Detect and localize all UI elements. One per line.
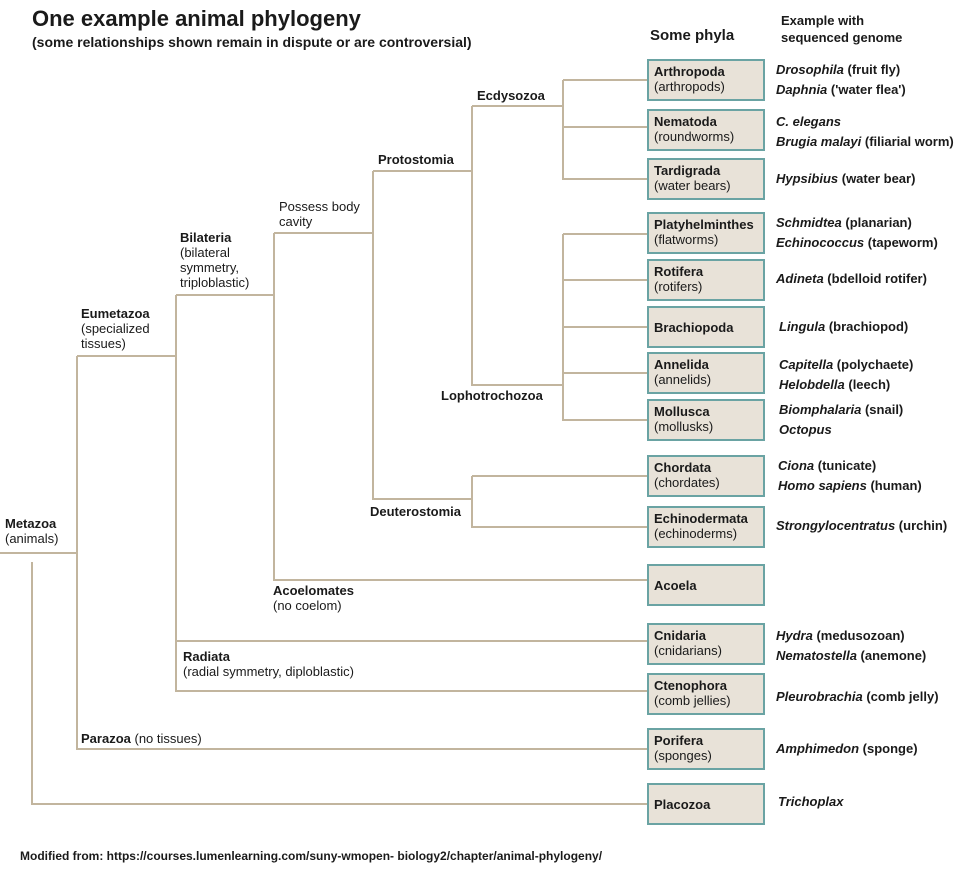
phylum-name: Rotifera xyxy=(654,264,704,279)
clade-eumetazoa-desc2: tissues) xyxy=(81,336,126,351)
clade-metazoa-name: Metazoa xyxy=(5,516,57,531)
genus-name: Hydra xyxy=(776,628,813,643)
phylum-box-chordata xyxy=(647,455,765,497)
clade-ecdysozoa xyxy=(477,88,545,103)
example-header-line1: Example with xyxy=(781,13,865,28)
common-note: (tunicate) xyxy=(814,458,877,473)
phylum-box-echinodermata xyxy=(647,506,765,548)
genus-name: Adineta xyxy=(776,271,824,286)
genus-name: Brugia malayi xyxy=(776,134,862,149)
source-credit: Modified from: https://courses.lumenlearning.com/suny-wmopen- biology2/chapter/animal-phylogeny/ xyxy=(20,849,603,863)
phylum-common-name: (annelids) xyxy=(654,372,712,387)
clade-bilateria-name: Bilateria xyxy=(180,230,232,245)
genus-name: Echinococcus xyxy=(776,235,865,250)
genus-name: Lingula xyxy=(779,319,826,334)
clade-lophotrochozoa xyxy=(441,388,543,403)
phylum-box-nematoda xyxy=(647,109,765,151)
clade-metazoa xyxy=(5,516,58,546)
common-note: (bdelloid rotifer) xyxy=(823,271,927,286)
common-note: (leech) xyxy=(844,377,891,392)
common-note: (planarian) xyxy=(841,215,912,230)
genus-name: Octopus xyxy=(779,422,832,437)
page-title: One example animal phylogeny xyxy=(32,6,361,31)
clade-radiata-desc: (radial symmetry, diploblastic) xyxy=(183,664,354,679)
phylum-name: Brachiopoda xyxy=(654,319,734,335)
phylum-name: Ctenophora xyxy=(654,678,727,693)
example-line xyxy=(776,626,926,646)
clade-eumetazoa xyxy=(81,306,150,351)
example-placozoa xyxy=(778,792,844,812)
example-line xyxy=(776,739,918,759)
phylum-name: Acoela xyxy=(654,577,697,593)
page-subtitle: (some relationships shown remain in dispute or are controversial) xyxy=(32,34,472,50)
genus-name: Schmidtea xyxy=(776,215,842,230)
clade-bilateria xyxy=(180,230,249,290)
clade-bilateria-desc3: triploblastic) xyxy=(180,275,250,290)
example-arthropoda xyxy=(776,60,906,100)
phylum-box-mollusca xyxy=(647,399,765,441)
common-note: (tapeworm) xyxy=(864,235,938,250)
clade-protostomia-name: Protostomia xyxy=(378,152,454,167)
phylum-name: Tardigrada xyxy=(654,163,721,178)
example-line xyxy=(776,132,954,152)
clade-parazoa-desc: (no tissues) xyxy=(130,731,202,746)
phylum-name: Platyhelminthes xyxy=(654,217,754,232)
common-note: (comb jelly) xyxy=(862,689,939,704)
phylum-box-rotifera xyxy=(647,259,765,301)
example-annelida xyxy=(779,355,913,395)
example-chordata xyxy=(778,456,922,496)
example-line xyxy=(776,169,915,189)
example-porifera xyxy=(776,739,918,759)
clade-acoelomates-desc: (no coelom) xyxy=(273,598,342,613)
common-note: (urchin) xyxy=(895,518,948,533)
phylum-common-name: (cnidarians) xyxy=(654,643,722,658)
example-line xyxy=(776,60,906,80)
phylum-name: Mollusca xyxy=(654,404,710,419)
phylum-name: Annelida xyxy=(654,357,709,372)
genus-name: Strongylocentratus xyxy=(776,518,896,533)
phylum-common-name: (comb jellies) xyxy=(654,693,731,708)
genus-name: Capitella xyxy=(779,357,834,372)
genus-name: Helobdella xyxy=(779,377,845,392)
genus-name: C. elegans xyxy=(776,114,842,129)
phylum-common-name: (water bears) xyxy=(654,178,731,193)
phylum-name: Echinodermata xyxy=(654,511,748,526)
phylum-box-ctenophora xyxy=(647,673,765,715)
phylum-common-name: (flatworms) xyxy=(654,232,719,247)
phylum-name: Placozoa xyxy=(654,796,711,812)
example-line xyxy=(776,646,926,666)
example-cnidaria xyxy=(776,626,926,666)
common-note: (anemone) xyxy=(856,648,927,663)
clade-parazoa-name: Parazoa xyxy=(81,731,131,746)
phylum-box-annelida xyxy=(647,352,765,394)
example-rotifera xyxy=(776,269,927,289)
common-note: (polychaete) xyxy=(833,357,914,372)
clade-parazoa xyxy=(81,731,202,746)
example-line xyxy=(778,456,922,476)
example-line xyxy=(776,80,906,100)
phylum-name: Cnidaria xyxy=(654,628,707,643)
example-line xyxy=(779,317,908,337)
example-nematoda xyxy=(776,112,954,152)
example-line xyxy=(776,516,947,536)
phylum-common-name: (rotifers) xyxy=(654,279,703,294)
common-note: (sponge) xyxy=(859,741,918,756)
example-header-line2: sequenced genome xyxy=(781,30,903,45)
genus-name: Daphnia xyxy=(776,82,828,97)
phylum-common-name: (roundworms) xyxy=(654,129,735,144)
clade-body-cavity-line1: Possess body xyxy=(279,199,360,214)
example-brachiopoda xyxy=(779,317,908,337)
clade-acoelomates xyxy=(273,583,354,613)
phylum-box-acoela xyxy=(647,564,765,606)
clade-eumetazoa-desc1: (specialized xyxy=(81,321,150,336)
example-line xyxy=(779,375,913,395)
example-line xyxy=(776,213,938,233)
clade-radiata xyxy=(183,649,354,679)
phylum-box-placozoa xyxy=(647,783,765,825)
common-note: ('water flea') xyxy=(827,82,906,97)
phylum-common-name: (chordates) xyxy=(654,475,720,490)
example-line xyxy=(776,269,927,289)
clade-lophotrochozoa-name: Lophotrochozoa xyxy=(441,388,543,403)
clade-body-cavity-line2: cavity xyxy=(279,214,313,229)
example-line xyxy=(776,687,939,707)
phylum-name: Arthropoda xyxy=(654,64,725,79)
example-line xyxy=(776,233,938,253)
example-line xyxy=(779,400,903,420)
phylum-box-porifera xyxy=(647,728,765,770)
genus-name: Drosophila xyxy=(776,62,844,77)
example-tardigrada xyxy=(776,169,915,189)
clade-body-cavity xyxy=(279,199,360,229)
clade-acoelomates-name: Acoelomates xyxy=(273,583,354,598)
phylum-box-arthropoda xyxy=(647,59,765,101)
common-note: (brachiopod) xyxy=(825,319,909,334)
phylum-name: Chordata xyxy=(654,460,712,475)
example-mollusca xyxy=(779,400,903,440)
example-line xyxy=(776,112,954,132)
example-echinodermata xyxy=(776,516,947,536)
phylum-box-tardigrada xyxy=(647,158,765,200)
clade-ecdysozoa-name: Ecdysozoa xyxy=(477,88,545,103)
genus-name: Ciona xyxy=(778,458,815,473)
phylum-box-brachiopoda xyxy=(647,306,765,348)
clade-deuterostomia xyxy=(370,504,461,519)
example-line xyxy=(778,476,922,496)
clade-eumetazoa-name: Eumetazoa xyxy=(81,306,150,321)
common-note: (water bear) xyxy=(838,171,916,186)
phylum-box-cnidaria xyxy=(647,623,765,665)
genus-name: Amphimedon xyxy=(776,741,860,756)
phylum-name: Porifera xyxy=(654,733,704,748)
genus-name: Hypsibius xyxy=(776,171,839,186)
common-note: (filiarial worm) xyxy=(861,134,954,149)
example-platyhelminthes xyxy=(776,213,938,253)
phylum-common-name: (arthropods) xyxy=(654,79,725,94)
phyla-column-header: Some phyla xyxy=(650,27,735,44)
genus-name: Homo sapiens xyxy=(778,478,867,493)
clade-bilateria-desc2: symmetry, xyxy=(180,260,239,275)
phylum-common-name: (mollusks) xyxy=(654,419,714,434)
phylum-box-platyhelminthes xyxy=(647,212,765,254)
clade-metazoa-desc: (animals) xyxy=(5,531,59,546)
genus-name: Nematostella xyxy=(776,648,857,663)
phylum-common-name: (sponges) xyxy=(654,748,712,763)
clade-radiata-name: Radiata xyxy=(183,649,230,664)
example-line xyxy=(779,420,903,440)
phylum-common-name: (echinoderms) xyxy=(654,526,738,541)
common-note: (human) xyxy=(866,478,922,493)
clade-deuterostomia-name: Deuterostomia xyxy=(370,504,462,519)
example-ctenophora xyxy=(776,687,939,707)
clade-protostomia xyxy=(378,152,454,167)
example-line xyxy=(779,355,913,375)
example-line xyxy=(778,792,844,812)
common-note: (fruit fly) xyxy=(843,62,901,77)
common-note: (snail) xyxy=(861,402,904,417)
genus-name: Biomphalaria xyxy=(779,402,862,417)
genus-name: Pleurobrachia xyxy=(776,689,863,704)
common-note: (medusozoan) xyxy=(812,628,905,643)
clade-bilateria-desc1: (bilateral xyxy=(180,245,230,260)
genus-name: Trichoplax xyxy=(778,794,844,809)
phylum-name: Nematoda xyxy=(654,114,717,129)
